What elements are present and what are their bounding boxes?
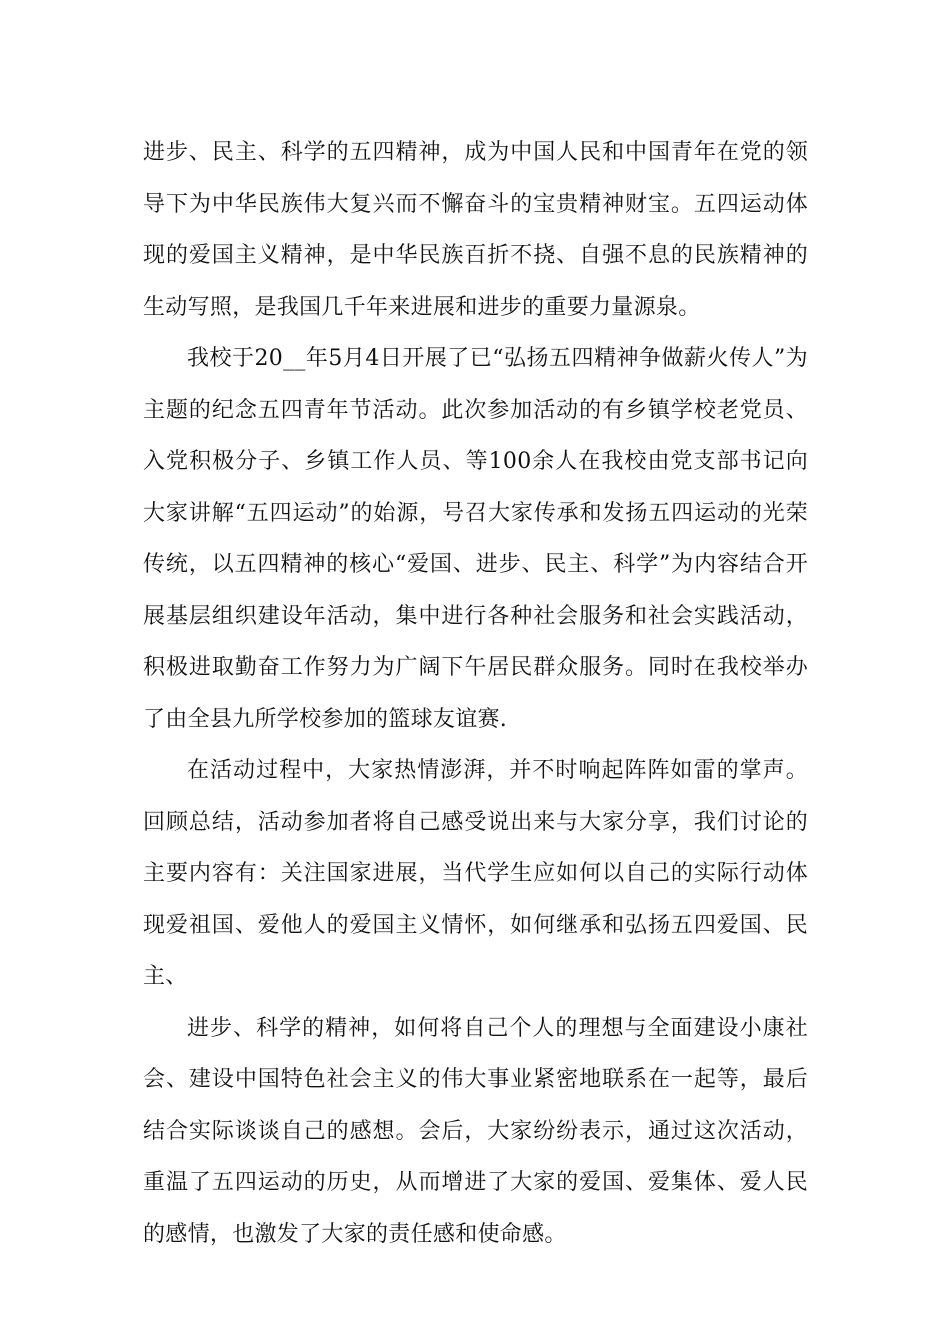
paragraph-4: 进步、科学的精神，如何将自己个人的理想与全面建设小康社会、建设中国特色社会主义的伟大事业紧密地联系在一起等，最后结合实际谈谈自己的感想。会后，大家纷纷表示，通过这次活动，重温了五四运动的历史，从而增进了大家的爱国、爱集体、爱人民的感情，也激发了大家的责任感和使命感。 <box>143 1015 808 1247</box>
paragraph-3: 在活动过程中，大家热情澎湃，并不时响起阵阵如雷的掌声。回顾总结，活动参加者将自己感受说出来与大家分享，我们讨论的主要内容有：关注国家进展，当代学生应如何以自己的实际行动体现爱祖国、爱他人的爱国主义情怀，如何继承和弘扬五四爱国、民主、 <box>143 758 808 989</box>
paragraph-1: 进步、民主、科学的五四精神，成为中国人民和中国青年在党的领导下为中华民族伟大复兴而不懈奋斗的宝贵精神财宝。五四运动体现的爱国主义精神，是中华民族百折不挠、自强不息的民族精神的生动写照，是我国几千年来进展和进步的重要力量源泉。 <box>143 140 808 320</box>
paragraph-2: 我校于20__年5月4日开展了已“弘扬五四精神争做薪火传人”为主题的纪念五四青年节活动。此次参加活动的有乡镇学校老党员、入党积极分子、乡镇工作人员、等100余人在我校由党支部书记向大家讲解“五四运动”的始源，号召大家传承和发扬五四运动的光荣传统，以五四精神的核心“爱国、进步、民主、科学”为内容结合开展基层组织建设年活动，集中进行各种社会服务和社会实践活动，积极进取勤奋工作努力为广阔下午居民群众服务。同时在我校举办了由全县九所学校参加的篮球友谊赛. <box>143 346 808 732</box>
document-body <box>143 127 808 1260</box>
